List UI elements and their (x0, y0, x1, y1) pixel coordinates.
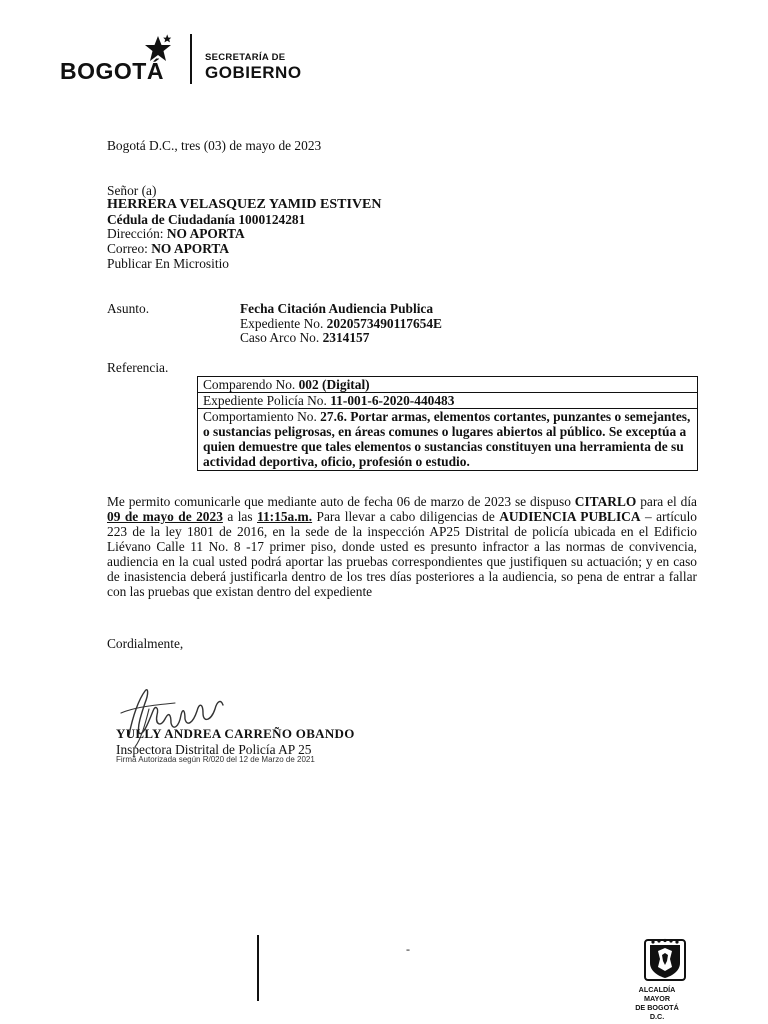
signature-authorization: Firma Autorizada según R/020 del 12 de Marzo de 2021 (116, 755, 315, 764)
coat-of-arms-icon (642, 937, 688, 983)
subject-expediente (240, 316, 442, 331)
table-row (198, 409, 698, 471)
comportamiento-cell (198, 409, 698, 471)
id-label: Cédula de Ciudadanía (107, 212, 235, 227)
body-text: a las (227, 509, 253, 524)
caso-value: 2314157 (322, 330, 370, 345)
comportamiento-value: 27.6. Portar armas, elementos cortantes, punzantes o semejantes, o sustancias peligrosas, en áreas comunes o lugares abiertos al público. Se exceptúa a quien demuestre que tales elementos o sustancias constituyen una herramienta de su actividad deportiva, oficio, profesión o estudio. (203, 409, 691, 469)
gobierno-label: GOBIERNO (205, 63, 302, 82)
recipient-email (107, 241, 229, 256)
audiencia-text: AUDIENCIA PUBLICA (499, 509, 641, 524)
comparendo-value: 002 (Digital) (298, 377, 370, 392)
recipient-name: HERRERA VELASQUEZ YAMID ESTIVEN (107, 197, 382, 212)
salutation: Señor (a) (107, 183, 157, 198)
body-text: Para llevar a cabo diligencias de (316, 509, 495, 524)
email-label: Correo: (107, 241, 148, 256)
date-line: Bogotá D.C., tres (03) de mayo de 2023 (107, 138, 322, 153)
address-label: Dirección: (107, 226, 164, 241)
reference-table (197, 376, 698, 471)
comparendo-cell (198, 377, 698, 393)
table-row (198, 393, 698, 409)
subject-caso (240, 330, 369, 345)
body-text: Me permito comunicarle que mediante auto de fecha 06 de marzo de 2023 se dispuso (107, 494, 571, 509)
signer-title: Inspectora Distrital de Policía AP 25 (116, 742, 312, 757)
hearing-date: 09 de mayo de 2023 (107, 509, 223, 524)
alcaldia-line-2: DE BOGOTÁ D.C. (635, 1003, 679, 1021)
recipient-address (107, 226, 245, 241)
id-value: 1000124281 (238, 212, 306, 227)
exp-policia-value: 11-001-6-2020-440483 (330, 393, 455, 408)
exp-policia-label: Expediente Policía No. (203, 393, 327, 408)
email-value: NO APORTA (151, 241, 230, 256)
star-icon (142, 34, 178, 66)
body-text: para el día (640, 494, 697, 509)
publish-note: Publicar En Micrositio (107, 256, 229, 271)
closing: Cordialmente, (107, 636, 184, 651)
subject-title: Fecha Citación Audiencia Publica (240, 301, 434, 316)
logo-divider (190, 34, 192, 84)
secretaria-label: SECRETARÍA DE (205, 52, 286, 63)
signer-name: YULLY ANDREA CARREÑO OBANDO (116, 726, 355, 741)
comportamiento-label: Comportamiento No. (203, 409, 317, 424)
body-text: – artículo 223 de la ley 1801 de 2016, en la sede de la inspección AP25 Distrital de policía ubicada en el Edificio Liévano Calle 11 No. 8 -17 primer piso, donde usted es presunto infractor a las normas de convivencia, audiencia en la cual usted podrá aportar las pruebas correspondientes que justifiquen su actuación; y en caso de inasistencia deberá justificarla dentro de los tres días posteriores a la audiencia, so pena de entrar a fallar con las pruebas que existan dentro del expediente (107, 509, 697, 599)
subject-label: Asunto. (107, 301, 150, 316)
alcaldia-label (628, 985, 686, 1021)
alcaldia-line-1: ALCALDÍA MAYOR (638, 985, 676, 1003)
address-value: NO APORTA (166, 226, 245, 241)
bogota-logo-text: BOGOTÁ (60, 58, 164, 84)
citarlo-text: CITARLO (574, 494, 637, 509)
reference-label: Referencia. (107, 360, 169, 375)
expediente-value: 2020573490117654E (326, 316, 442, 331)
hearing-time: 11:15a.m. (257, 509, 313, 524)
body-paragraph (107, 494, 697, 599)
footer-dash: - (406, 942, 410, 956)
comparendo-label: Comparendo No. (203, 377, 296, 392)
exp-policia-cell (198, 393, 698, 409)
table-row (198, 377, 698, 393)
caso-label: Caso Arco No. (240, 330, 320, 345)
expediente-label: Expediente No. (240, 316, 324, 331)
recipient-id (107, 212, 305, 227)
footer-divider (257, 935, 259, 1001)
